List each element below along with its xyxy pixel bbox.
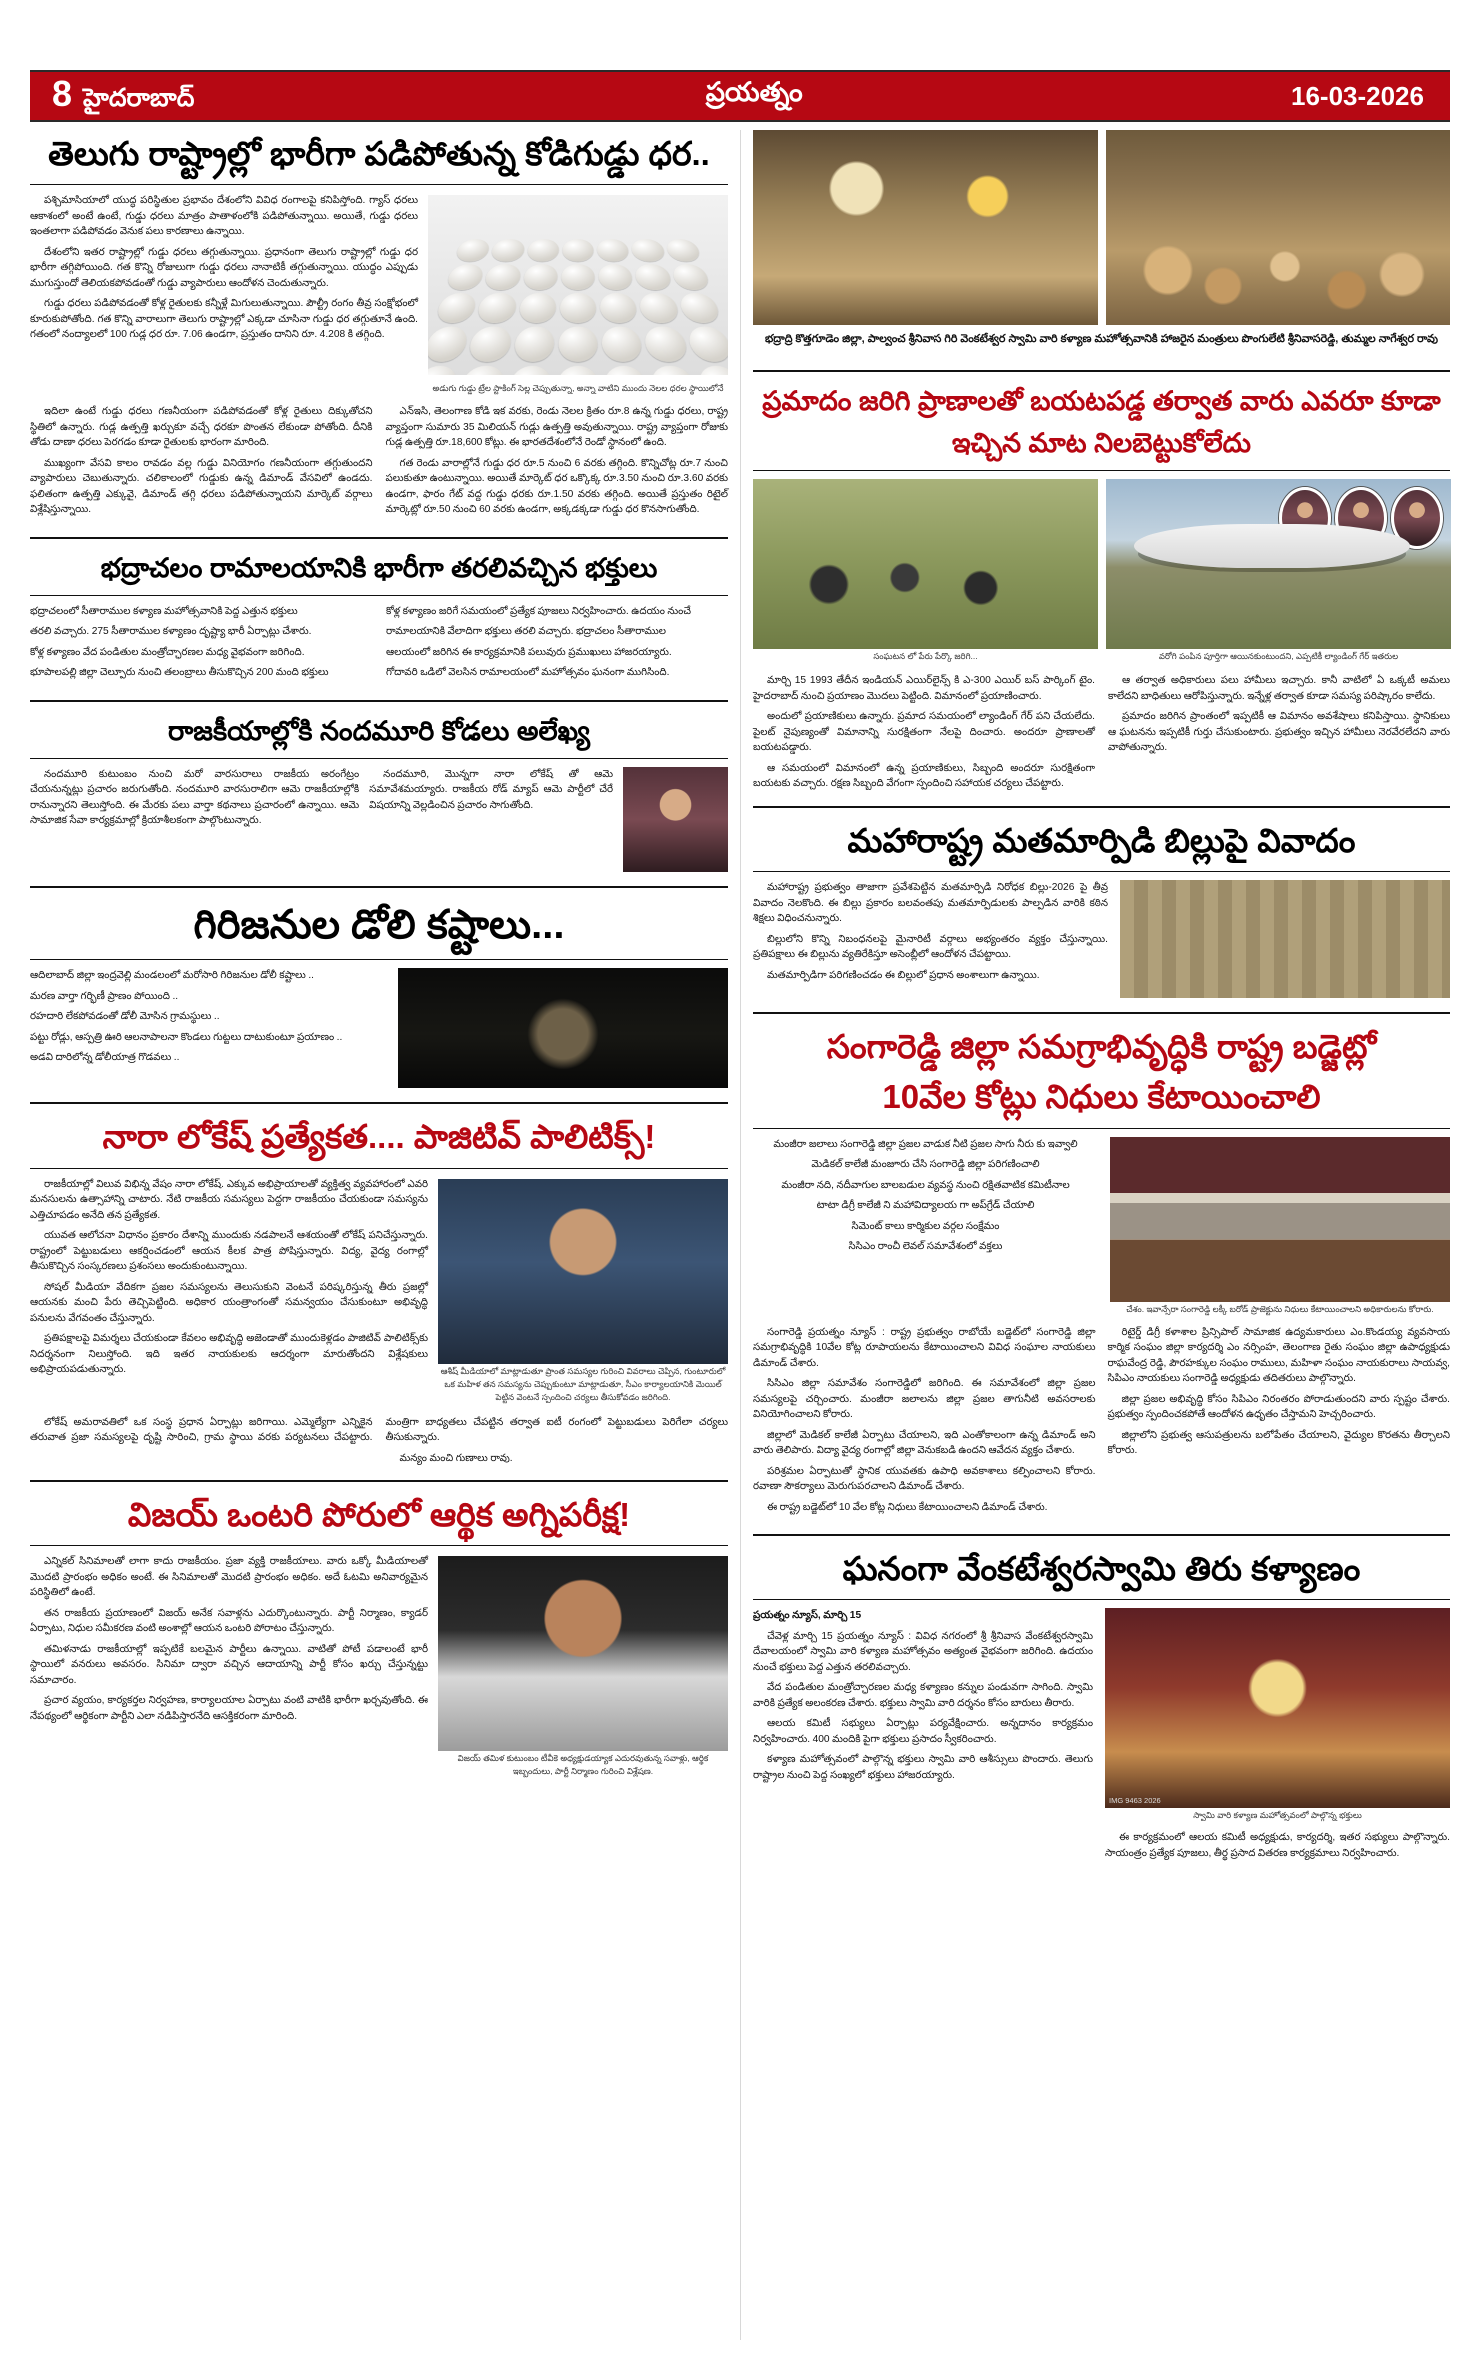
divider: [30, 1480, 728, 1482]
paragraph: నందమూరి, మొన్నగా నారా లోకేష్ తో ఆమె సమావేశమయ్యారు. రాజకీయ రోడ్ మ్యాప్ ఆమె పార్టీలో చేరే విషయాన్ని వెల్లడించిన ప్రచారం సాగుతోంది.: [369, 768, 613, 811]
paragraph: ఎన్నికల్ సినిమాలతో లాగా కాదు రాజకీయం. ప్రజా వ్యక్తి రాజకీయాలు. వారు ఒక్కో మీడియాలతో మొదటి ప్రారంభం అధికం అంటే. ఈ సినిమాలతో మొదటి ప్రారంభం అధికం. అదే ఓటమి అనివార్యమైన పరిస్థితిలో ఉంటే.: [30, 1556, 428, 1599]
line: మరణ వార్తా గర్భిణీ ప్రాణం పోయింది ..: [30, 990, 179, 1002]
photo-watermark: IMG 9463 2026: [1109, 1796, 1161, 1806]
issue-date: 16-03-2026: [1290, 80, 1424, 111]
kalyanam-temple-photo: [1105, 1608, 1450, 1808]
doli-text: [30, 968, 386, 1071]
story-egg-prices: [30, 130, 728, 523]
line: కోళ్ల కళ్యాణం వేద పండితుల మంత్రోచ్ఛారణల మధ్య వైభవంగా జరిగింది.: [30, 646, 305, 658]
divider: [30, 184, 728, 185]
story-kalyanam-headline: ఘనంగా వేంకటేశ్వరస్వామి తిరు కళ్యాణం: [842, 1550, 1361, 1588]
victim-portrait-2: [1335, 487, 1387, 549]
story-doli-headline: గిరిజనుల డోలి కష్టాలు...: [193, 902, 565, 947]
lokesh-photo-caption: ఆశీష్ మీడియాలో మాట్లాడుతూ ప్రాంత సమస్యల గురించి వివరాలు చెప్పిన, గుంటూరులో ఒక మహిళ తన సమస్యను చెప్పుకుంటూ మాట్లాడుతూ, సీఎం కార్యాలయానికి మెయిల్ పెట్టిన వెంటనే స్పందించి చర్యలు తీసుకోవడం జరిగింది.: [440, 1365, 726, 1402]
sangareddy-bullets: [753, 1137, 1098, 1321]
divider: [30, 1102, 728, 1104]
story-lokesh-headline: నారా లోకేష్ ప్రత్యేకత.... పాజిటివ్ పాలిటిక్స్!: [102, 1118, 656, 1156]
sangareddy-photo-caption: చేశం. ఇవాన్సేరా సంగారెడ్డి లక్కీ బరోడ్ ప్రాజెక్టును నిధులు కేటాయించాలని అధికారులను కోరారు.: [1126, 1303, 1434, 1314]
doli-night-photo: [398, 968, 728, 1088]
paragraph: యువత ఆలోచనా విధానం ప్రకారం దేశాన్ని ముందుకు నడపాలనే ఆశయంతో లోకేష్ పనిచేస్తున్నారు. రాష్ట్రంలో పెట్టుబడులు ఆకర్షించడంలో ఆయన కీలక పాత్ర పోషిస్తున్నారు. విద్య, వైద్య రంగాల్లో తీసుకొచ్చిన సంస్కరణలు ప్రశంసలు అందుకుంటున్నాయి.: [30, 1230, 428, 1273]
divider: [753, 1599, 1450, 1600]
paragraph: అందులో ప్రయాణికులు ఉన్నారు. ప్రమాద సమయంలో ల్యాండింగ్ గేర్ పని చేయలేదు. పైలట్ నైపుణ్యంతో విమానాన్ని సురక్షితంగా నేలపై దించారు. అందరూ ప్రాణాలతో బయటపడ్డారు.: [753, 711, 1095, 754]
paragraph: ఇదిలా ఉంటే గుడ్డు ధరలు గణనీయంగా పడిపోవడంతో కోళ్ల రైతులు దిక్కుతోచని స్థితిలో ఉన్నారు. గుడ్ల ఉత్పత్తి ఖర్చుకూ వచ్చే ధరకూ పొంతన లేకుండా పోతోంది. దీనికి తోడు దాణా ధరలు పెరగడం కూడా రైతులకు భారంగా మారింది.: [30, 406, 373, 449]
story-alekhya-headline: రాజకీయాల్లోకి నందమూరి కోడలు అలేఖ్య: [167, 715, 591, 746]
line: గోదావరి ఒడిలో వెలసిన రామాలయంలో మహోత్సవం ఘనంగా ముగిసింది.: [386, 667, 670, 679]
paragraph: పరిశ్రమల ఏర్పాటుతో స్థానిక యువతకు ఉపాధి అవకాశాలు కల్పించాలని కోరారు. రవాణా సౌకర్యాలు మెరుగుపరచాలని డిమాండ్ చేశారు.: [753, 1465, 1096, 1493]
paragraph: గుడ్డు ధరలు పడిపోవడంతో కోళ్ల రైతులకు కన్నీళ్లే మిగులుతున్నాయి. పౌల్ట్రీ రంగం తీవ్ర సంక్షోభంలో కూరుకుపోతోంది. గత కొన్ని వారాలుగా తెలుగు రాష్ట్రాల్లో ఎక్కడా చూసినా గుడ్డు ధర తగ్గుతూనే ఉంది. గతంలో నంద్యాలలో 100 గుడ్ల ధర రూ. 7.06 ఉండగా, ప్రస్తుతం దానిని రూ. 4.208 కి తగ్గింది.: [30, 298, 418, 341]
paragraph: పశ్చిమాసియాలో యుద్ధ పరిస్థితుల ప్రభావం దేశంలోని వివిధ రంగాలపై కనిపిస్తోంది. గ్యాస్ ధరలు ఆకాశంలో అంటే ఉంటే, గుడ్డు ధరలు మాత్రం పాతాళంలోకి పడిపోతున్నాయి. అయితే, గుడ్డు ధరలు ఇంతలాగా పడిపోవడం వెనుక పలు కారణాలు ఉన్నాయి.: [30, 195, 418, 238]
divider: [30, 700, 728, 702]
story-vijay: [30, 1480, 728, 1789]
paragraph: కళ్యాణ మహోత్సవంలో పాల్గొన్న భక్తులు స్వామి వారి ఆశీస్సులు పొందారు. తెలుగు రాష్ట్రాల నుంచి పెద్ద సంఖ్యలో భక్తులు హాజరయ్యారు.: [753, 1754, 1093, 1781]
line: భద్రాచలంలో సీతారాముల కళ్యాణ మహోత్సవానికి పెద్ద ఎత్తున భక్తులు: [30, 605, 298, 617]
paragraph: ఎన్‌ఇసి, తెలంగాణ కోడి ఇక వరకు, రెండు నెలల క్రితం రూ.8 ఉన్న గుడ్డు ధరలు, రాష్ట్ర వ్యాప్తంగా సుమారు 35 మిలియన్ గుడ్లు ఉత్పత్తి అవుతున్నాయి. రాష్ట్ర వ్యాప్తంగా రోజుకు గుడ్ల ఉత్పత్తి రూ.18,600 కోట్లు. ఈ భారతదేశంలోనే రెండో స్థానంలో ఉంది.: [385, 406, 728, 449]
divider: [753, 1128, 1450, 1129]
victim-portrait-3: [1391, 487, 1443, 549]
line: అడవి దారిలోన్న డోలీయాత్ర గొడవలు ..: [30, 1052, 180, 1064]
temple-photo-left: [753, 130, 1098, 325]
divider: [30, 758, 728, 759]
maharashtra-text: [753, 880, 1108, 998]
divider: [753, 370, 1450, 372]
story-alekhya: [30, 700, 728, 872]
paragraph: ఆ సమయంలో విమానంలో ఉన్న ప్రయాణికులు, సిబ్బంది అందరూ సురక్షితంగా బయటకు వచ్చారు. రక్షణ సిబ్బంది వేగంగా స్పందించి సహాయక చర్యలు చేపట్టారు.: [753, 762, 1095, 790]
divider: [30, 537, 728, 539]
paragraph: మతమార్పిడిగా పరిగణించడం ఈ బిల్లులో ప్రధాన అంశాలుగా ఉన్నాయి.: [767, 969, 1040, 981]
bullet: సిమెంట్ కాలు కార్మికుల వర్గల సంక్షేమం: [851, 1220, 1000, 1232]
story-maharashtra: [753, 806, 1450, 998]
paragraph: జిల్లాలోని ప్రభుత్వ ఆసుపత్రులను బలోపేతం చేయాలని, వైద్యుల కొరతను తీర్చాలని కోరారు.: [1107, 1429, 1450, 1457]
line: ఆలయంలో జరిగిన ఈ కార్యక్రమానికి పలువురు ప్రముఖులు హాజరయ్యారు.: [386, 646, 672, 658]
bullet: టాటా డిగ్రీ కాలేజీ ని మహావిద్యాలయ గా అప్‌గ్రేడ్ చేయాలి: [816, 1200, 1035, 1212]
story-doli: [30, 886, 728, 1089]
line: పట్టు రోడ్లు, ఆస్పత్రి ఊరి ఆలనాపాలనా కొండలు గుట్టలు దాటుకుంటూ ప్రయాణం ..: [30, 1031, 343, 1043]
paragraph: తన రాజకీయ ప్రయాణంలో విజయ్ అనేక సవాళ్లను ఎదుర్కొంటున్నారు. పార్టీ నిర్మాణం, క్యాడర్ ఏర్పాటు, నిధుల సమీకరణ వంటి అంశాల్లో ఆయన ఒంటరి పోరాటం చేస్తున్నారు.: [30, 1607, 428, 1635]
story-kalyanam: [753, 1534, 1450, 1866]
paragraph: లోకేష్ అమరావతిలో ఒక సంస్థ ప్రధాన ఏర్పాట్లు జరిగాయి. ఎమ్మెల్యేగా ఎన్నికైన తరువాత ప్రజా సమస్యలపై దృష్టి సారించి, గ్రామ స్థాయి వరకు పర్యటనలు చేపట్టారు. మంత్రిగా బాధ్యతలు చేపట్టిన తర్వాత ఐటీ రంగంలో పెట్టుబడులు పెరిగేలా చర్యలు తీసుకున్నారు.: [30, 1416, 728, 1444]
bullet: మంజీరా నది, నదీవాగుల బాలబడుల వ్యవస్థ నుంచి రక్షితవాటిక కమిటీనాల: [781, 1179, 1070, 1191]
edition-city: హైదరాబాద్: [83, 84, 195, 112]
vijay-portrait-photo: [438, 1556, 728, 1751]
crash-photo-caption-right: వరోగి పంపిన పూర్తిగా ఆయినకుంటుందని, ఎప్పటికీ ల్యాండింగ్ గేర్ ఇతరుల: [1158, 651, 1399, 662]
alekhya-text-right: [369, 767, 613, 872]
kalyanam-text-right: [1105, 1830, 1450, 1861]
paragraph: ముఖ్యంగా వేసవి కాలం రావడం వల్ల గుడ్డు వినియోగం గణనీయంగా తగ్గుతుందని వ్యాపారులు చెబుతున్నారు. చలికాలంలో గుడ్డుకు ఉన్న డిమాండ్ వేసవిలో ఉండదు. ఫలితంగా ఉత్పత్తి ఎక్కువై, డిమాండ్ తగ్గి ధరలు పడిపోతున్నాయని మార్కెట్ వర్గాలు విశ్లేషిస్తున్నాయి.: [30, 457, 373, 516]
paragraph: రిటైర్డ్ డిగ్రీ కళాశాల ప్రిన్సిపాల్ సామాజిక ఉద్యమకారులు ఎం.కొండయ్య వ్యవసాయ కార్మిక సంఘం జిల్లా కార్యదర్శి ఎం నర్సింహ, తెలంగాణ రైతు సంఘం జిల్లా ఉపాధ్యక్షుడు రాఘవేంద్ర రెడ్డి, పౌరహక్కుల సంఘం రాములు, మహిళా సంఘం నాయకురాలు సాయవ్వ, సిపిఎం నాయకులు సంగారెడ్డి అధ్యక్షుడు తదితరులు పాల్గొన్నారు.: [1107, 1326, 1450, 1385]
bullet: మంజీరా జలాలు సంగారెడ్డి జిల్లా ప్రజల వాడుక నీటి ప్రజల సాగు నీరు కు ఇవ్వాలి: [773, 1138, 1078, 1150]
paragraph: ఈ రాష్ట్ర బడ్జెట్‌లో 10 వేల కోట్ల నిధులు కేటాయించాలని డిమాండ్ చేశారు.: [767, 1501, 1048, 1513]
paragraph: దేశంలోని ఇతర రాష్ట్రాల్లో గుడ్డు ధరలు తగ్గుతున్నాయి. ప్రధానంగా తెలుగు రాష్ట్రాల్లో గుడ్డు ధర భారీగా తగ్గిపోయింది. గత కొన్ని రోజులుగా గుడ్డు ధరలు నానాటికీ తగ్గుతున్నాయి. యుద్ధం ఎప్పుడు ముగుస్తుందో తెలియకపోవడంతో గుడ్డు వ్యాపారులు ఆందోళన చెందుతున్నారు.: [30, 246, 418, 289]
divider: [30, 1545, 728, 1546]
divider: [30, 595, 728, 596]
masthead-bar: [30, 70, 1450, 122]
lokesh-photo-block: [438, 1179, 728, 1409]
victim-portraits-group: [1279, 487, 1443, 549]
story-sangareddy: [753, 1012, 1450, 1520]
right-column: [740, 130, 1450, 2340]
line: ఆదిలాబాద్ జిల్లా ఇంద్రవెల్లి మండలంలో మరోసారి గిరిజనుల డోలీ కష్టాలు ..: [30, 970, 315, 982]
story-sangareddy-headline-1: సంగారెడ్డి జిల్లా సమగ్రాభివృద్ధికి రాష్ట్ర బడ్జెట్లో: [826, 1028, 1377, 1066]
story-lokesh: [30, 1102, 728, 1466]
bhadrachalam-right-col: [386, 604, 728, 686]
temple-photo-row: [753, 130, 1450, 325]
temple-photo-right: [1106, 130, 1451, 325]
paragraph: ఈ కార్యక్రమంలో ఆలయ కమిటీ అధ్యక్షుడు, కార్యదర్శి, ఇతర సభ్యులు పాల్గొన్నారు. సాయంత్రం ప్రత్యేక పూజలు, తీర్థ ప్రసాద వితరణ కార్యక్రమాలు నిర్వహించారు.: [1105, 1832, 1450, 1859]
crash-story-text: [753, 673, 1450, 792]
sangareddy-text-left: [753, 1325, 1096, 1521]
paragraph: ప్రమాదం జరిగిన ప్రాంతంలో ఇప్పటికీ ఆ విమానం అవశేషాలు కనిపిస్తాయి. స్థానికులు ఆ ఘటనను ఇప్పటికీ గుర్తు చేసుకుంటారు. ప్రభుత్వం ఇచ్చిన హామీలు నెరవేరలేదని వారు వాపోతున్నారు.: [1108, 711, 1450, 754]
story-sangareddy-headline-2: 10వేల కోట్లు నిధులు కేటాయించాలి: [882, 1078, 1321, 1116]
bullet: మెడికల్ కాలేజీ మంజూరు చేసి సంగారెడ్డి జిల్లా పరిగణించాలి: [811, 1159, 1040, 1171]
divider: [753, 806, 1450, 808]
story-bhadrachalam: [30, 537, 728, 686]
paragraph: ఆలయ కమిటీ సభ్యులు ఏర్పాట్లు పర్యవేక్షించారు. అన్నదానం కార్యక్రమం నిర్వహించారు. 400 మందికి పైగా భక్తులు ప్రసాదం స్వీకరించారు.: [753, 1718, 1093, 1745]
crash-photo-row: [753, 479, 1450, 668]
story-maharashtra-headline: మహారాష్ట్ర మతమార్పిడి బిల్లుపై వివాదం: [847, 821, 1356, 859]
crash-site-photo: [753, 479, 1098, 649]
story-bhadrachalam-headline: భద్రాచలం రామాలయానికి భారీగా తరలివచ్చిన భక్తులు: [100, 552, 658, 583]
paragraph: మన్యం మంచి గుణాలు రావు.: [399, 1452, 513, 1464]
paragraph: మహారాష్ట్ర ప్రభుత్వం తాజాగా ప్రవేశపెట్టిన మతమార్పిడి నిరోధక బిల్లు-2026 పై తీవ్ర వివాదం నెలకొంది. ఈ బిల్లు ప్రకారం బలవంతపు మతమార్పిడులకు పాల్పడిన వారికి కఠిన శిక్షలు విధించనున్నారు.: [753, 882, 1108, 925]
divider: [753, 1012, 1450, 1014]
paragraph: మార్చి 15 1993 తేదీన ఇండియన్ ఎయిర్‌లైన్స్ కి ఎ-300 ఎయిర్ బస్ పార్కింగ్ టైం. హైదరాబాద్ నుంచి ప్రయాణం మొదలు పెట్టింది. విమానంలో ప్రయాణించారు.: [753, 675, 1095, 702]
story-crash-headline-1: ప్రమాదం జరిగి ప్రాణాలతో బయటపడ్డ తర్వాత వారు ఎవరూ కూడా: [762, 385, 1441, 416]
crash-photo-caption-left: సంఘటన లో పేరు పేర్కొ జరిగి...: [873, 651, 978, 662]
divider: [30, 959, 728, 960]
paragraph: జిల్లాలో మెడికల్ కాలేజీ ఏర్పాటు చేయాలని, ఇది ఎంతోకాలంగా ఉన్న డిమాండ్ అని వారు తెలిపారు. విద్యా వైద్య రంగాల్లో జిల్లా వెనుకబడి ఉందని ఆవేదన వ్యక్తం చేశారు.: [753, 1429, 1096, 1457]
victim-portrait-1: [1279, 487, 1331, 549]
temple-photo-caption: భద్రాద్రి కొత్తగూడెం జిల్లా, పాల్వంచ శ్రీనివాస గిరి వెంకటేశ్వర స్వామి వారి కళ్యాణ మహోత్సవానికి హాజరైన మంత్రులు పొంగులేటి శ్రీనివాసరెడ్డి, తుమ్మల నాగేశ్వర రావు: [765, 333, 1438, 345]
paragraph: సంగారెడ్డి ప్రయత్నం న్యూస్ : రాష్ట్ర ప్రభుత్వం రాబోయే బడ్జెట్‌లో సంగారెడ్డి జిల్లా సమగ్రాభివృద్ధికి 10వేల కోట్ల రూపాయలను కేటాయించాలని వివిధ సంఘాల నాయకులు డిమాండ్ చేశారు.: [753, 1326, 1096, 1369]
kalyanam-photo-caption: స్వామి వారి కళ్యాణ మహోత్సవంలో పాల్గొన్న భక్తులు: [1193, 1810, 1362, 1821]
paragraph: జిల్లా ప్రజల అభివృద్ధి కోసం సిపిఎం నిరంతరం పోరాడుతుందని వారు స్పష్టం చేశారు. ప్రభుత్వం స్పందించకపోతే ఆందోళన ఉధృతం చేస్తామని హెచ్చరించారు.: [1107, 1393, 1450, 1421]
divider: [30, 1168, 728, 1169]
divider: [753, 871, 1450, 872]
sangareddy-meeting-photo: [1110, 1137, 1450, 1302]
bhadrachalam-left-col: [30, 604, 372, 686]
paragraph: చేవెళ్ల మార్చి 15 ప్రయత్నం న్యూస్ : వివిధ నగరంలో శ్రీ శ్రీనివాస వేంకటేశ్వరస్వామి దేవాలయంలో స్వామి వారి కళ్యాణ మహోత్సవం అత్యంత వైభవంగా జరిగింది. ఉదయం నుంచే భక్తులు పెద్ద ఎత్తున తరలివచ్చారు.: [753, 1630, 1093, 1673]
bullet: సిసిఎం రాంచీ లెవల్ సమావేశంలో వక్తలు: [848, 1241, 1003, 1253]
paragraph: బిల్లులోని కొన్ని నిబంధనలపై మైనారిటీ వర్గాలు అభ్యంతరం వ్యక్తం చేస్తున్నాయి. ప్రతిపక్షాలు ఈ బిల్లును వ్యతిరేకిస్తూ అసెంబ్లీలో ఆందోళన చేపట్టాయి.: [753, 933, 1108, 961]
page-body: [30, 130, 1450, 2340]
sangareddy-text-right: [1108, 1325, 1451, 1521]
line: తరలి వచ్చారు. 275 సీతారాముల కళ్యాణం దృష్ట్యా భారీ ఏర్పాట్లు చేశారు.: [30, 626, 312, 638]
publication-title: ప్రయత్నం: [705, 77, 803, 107]
alekhya-text-left: [30, 767, 359, 872]
story-air-crash: [753, 370, 1450, 792]
egg-grid-art: [428, 239, 728, 346]
paragraph: సిసిఎం జిల్లా సమావేశం సంగారెడ్డిలో జరిగింది. ఈ సమావేశంలో జిల్లా ప్రజల సమస్యలపై చర్చించారు. మంజీరా జలాలను జిల్లా ప్రజల తాగునీటి అవసరాలకు వినియోగించాలని కోరారు.: [753, 1378, 1096, 1421]
egg-photo-caption: అడుగు గుడ్డు ట్రేల స్టాకింగ్ సెల్ల చెప్పుతున్నా, అన్నా వాటిని ముందు నెలల ధరల స్థాయిలోనే: [432, 383, 724, 394]
line: భూపాలపల్లి జిల్లా చెల్పూరు నుంచి తలంబ్రాలు తీసుకొచ్చిన 200 మంది భక్తులు: [30, 667, 329, 679]
paragraph: వేద పండితుల మంత్రోచ్ఛారణల మధ్య కళ్యాణం కన్నుల పండువగా సాగింది. స్వామి వారికి ప్రత్యేక అలంకరణ చేశారు. భక్తులు స్వామి వారి దర్శనం కోసం బారులు తీరారు.: [753, 1682, 1093, 1709]
divider: [30, 886, 728, 888]
left-column: [30, 130, 740, 2340]
divider: [753, 1534, 1450, 1536]
story-vijay-headline: విజయ్ ఒంటరి పోరులో ఆర్థిక అగ్నిపరీక్ష!: [127, 1496, 631, 1534]
masthead-left: [30, 73, 541, 119]
paragraph: తమిళనాడు రాజకీయాల్లో ఇప్పటికే బలమైన పార్టీలు ఉన్నాయి. వాటితో పోటీ పడాలంటే భారీ స్థాయిలో వనరులు అవసరం. సినిమా ద్వారా వచ్చిన ఆదాయాన్ని పార్టీ కోసం ఖర్చు చేస్తున్నట్టు సమాచారం.: [30, 1643, 428, 1686]
kalyanam-text-left: [753, 1608, 1093, 1866]
police-photo: [1120, 880, 1450, 998]
paragraph: నందమూరి కుటుంబం నుంచి మరో వారసురాలు రాజకీయ అరంగేట్రం చేయనున్నట్లు ప్రచారం జరుగుతోంది. నందమూరి వారసురాలిగా ఆమె రాజకీయాల్లోకి రానున్నారని తెలుస్తోంది. ఈ మేరకు పలు వార్తా కథనాలు ప్రచారంలో ఉన్నాయి. ఆమె సామాజిక సేవా కార్యక్రమాల్లో క్రియాశీలకంగా పాల్గొంటున్నారు.: [30, 768, 360, 827]
dateline: ప్రయత్నం న్యూస్, మార్చి 15: [753, 1610, 862, 1622]
story-egg-headline: తెలుగు రాష్ట్రాల్లో భారీగా పడిపోతున్న కోడిగుడ్డు ధర..: [48, 135, 710, 172]
line: కోళ్ల కళ్యాణం జరిగే సమయంలో ప్రత్యేక పూజలు నిర్వహించారు. ఉదయం నుంచే: [386, 605, 691, 617]
paragraph: రాజకీయాల్లో విలువ విభిన్న వేషం నారా లోకేష్. ఎక్కువ అభిప్రాయాలతో వ్యక్తిత్వ వ్యవహారంలో ఎవరి మనసులను ఉత్సాహాన్ని చాటారు. నేటి రాజకీయ సమస్యలు పెద్దగా రాజకీయం చేయకుండా సమస్యను ఎత్తిచూపడం అనేది తన ప్రత్యేకత.: [30, 1178, 428, 1221]
story-egg-text-cont: [30, 404, 728, 523]
temple-photo-group: [753, 130, 1450, 356]
vijay-photo-block: [438, 1556, 728, 1783]
paragraph: సోషల్ మీడియా వేదికగా ప్రజల సమస్యలను తెలుసుకుని వెంటనే పరిష్కరిస్తున్న తీరు ప్రజల్లో ఆయనకు మంచి పేరు తెచ్చిపెట్టింది. అధికార యంత్రాంగంతో సమన్వయం చేసుకుంటూ అభివృద్ధి పనులను వేగవంతం చేస్తున్నారు.: [30, 1281, 428, 1324]
vijay-photo-caption: విజయ్ తమిళ కుటుంబం టీవీకె అధ్యక్షుడయ్యాక ఎదురవుతున్న సవాళ్లు, ఆర్థిక ఇబ్బందులు, పార్టీ నిర్మాణం గురించి విశ్లేషణ.: [457, 1753, 709, 1777]
paragraph: ఆ తర్వాత అధికారులు పలు హామీలు ఇచ్చారు. కానీ వాటిలో ఏ ఒక్కటీ అమలు కాలేదని బాధితులు ఆరోపిస్తున్నారు. ఇన్నేళ్ల తర్వాత కూడా సమస్య పరిష్కారం కాలేదు.: [1108, 675, 1450, 702]
divider: [753, 470, 1450, 471]
aircraft-photo: [1106, 479, 1451, 649]
alekhya-portrait-photo: [623, 767, 728, 872]
lokesh-text-b: [30, 1415, 728, 1467]
story-crash-headline-2: ఇచ్చిన మాట నిలబెట్టుకోలేదు: [951, 428, 1252, 459]
lokesh-portrait-photo: [438, 1179, 728, 1364]
paragraph: గత రెండు వారాల్లోనే గుడ్డు ధర రూ.5 నుంచి 6 వరకు తగ్గింది. కొన్నిచోట్ల రూ.7 నుంచి పలుకుతూ ఉంటున్నాయి. అయితే మార్కెట్ ధర ఒక్కొక్క రూ.3.50 నుంచి రూ.3.60 వరకు ఉండగా, ఫారం గేట్ వద్ద గుడ్డు ధరకు రూ.1.50 వరకు తగ్గింది. అయితే ప్రస్తుతం రిటైల్ మార్కెట్లో రూ.50 నుంచి 60 వరకు ఉండగా, అక్కడక్కడా గుడ్డు ధర కొనసాగుతోంది.: [385, 457, 728, 516]
line: రహదారి లేకపోవడంతో డోలీ మోసిన గ్రామస్థులు ..: [30, 1011, 220, 1023]
paragraph: ప్రచార వ్యయం, కార్యకర్తల నిర్వహణ, కార్యాలయాల ఏర్పాటు వంటి వాటికి భారీగా ఖర్చవుతోంది. ఈ నేపథ్యంలో ఆర్థికంగా పార్టీని ఎలా నడిపిస్తారనేది ఆసక్తికరంగా మారింది.: [30, 1695, 428, 1722]
line: రామాలయానికి వేలాదిగా భక్తులు తరలి వచ్చారు. భద్రాచలం సీతారాముల: [386, 626, 666, 638]
paragraph: ప్రతిపక్షాలపై విమర్శలు చేయకుండా కేవలం అభివృద్ధి అజెండాతో ముందుకెళ్లడం పాజిటివ్ పాలిటిక్స్‌కు నిదర్శనంగా నిలుస్తోంది. ఇది ఇతర నాయకులకు ఆదర్శంగా మారుతోందని విశ్లేషకులు అభిప్రాయపడుతున్నారు.: [30, 1333, 428, 1376]
egg-tray-photo: [428, 195, 728, 375]
page-number: 8: [52, 73, 72, 114]
